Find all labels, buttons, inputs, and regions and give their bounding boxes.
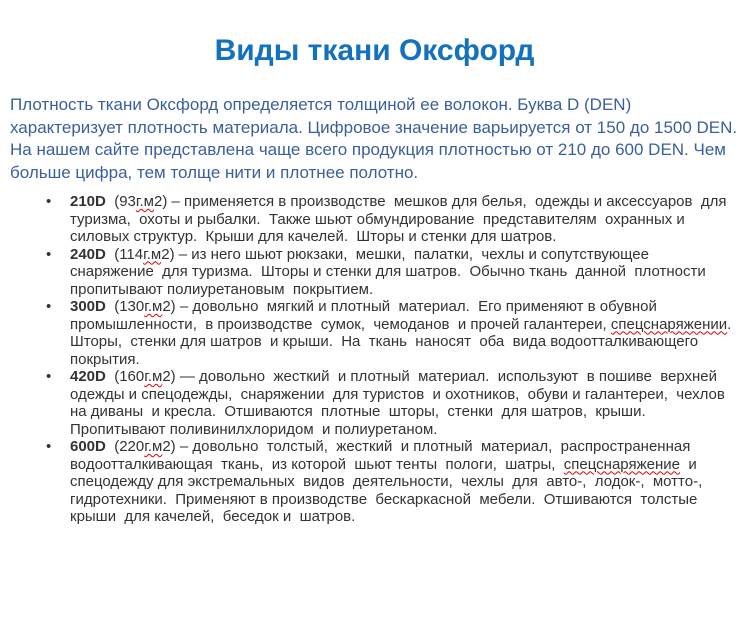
text-segment: и спецодежду для экстремальных видов деятельности, чехлы для авто-, лодок-, мотто-, гидротехники. Применяют в производстве бескаркасной мебели. Отшиваются толстые крыши для качелей, беседок и шатров. (70, 455, 711, 525)
list-item (70, 193, 737, 246)
text-segment: (114 (105, 245, 144, 263)
text-segment: (220 (105, 438, 145, 455)
spellcheck-underlined-word: г.м (144, 368, 163, 385)
text-segment: 2) – применяется в производстве мешков для белья, одежды и аксессуаров для туризма, охоты и рыбалки. Также шьют обмундирование представителям охранных и силовых структур. Крыши для качелей. Шторы и стенки для шатров. (70, 193, 731, 245)
density-code: 210D (70, 193, 106, 210)
text-segment: 2) – довольно толстый, жесткий и плотный материал, распространенная водоотталкивающая ткань, из которой шьют тенты пологи, шатры, (70, 438, 695, 473)
text-segment: 2) – из него шьют рюкзаки, мешки, палатки, чехлы и сопутствующее снаряжение для туризма. Шторы и стенки для шатров. Обычно ткань данной плотности пропитывают полиуретановым покрытием. (70, 245, 715, 298)
text-segment: 2) — довольно жесткий и плотный материал. используют в пошиве верхней одежды и спецодежды, снаряжении для туристов и охотников, обуви и галантереи, чехлов на диваны и кресла. Отшиваются плотные шторы, стенки для шатров, крыши. Пропитывают поливинилхлоридом и полиуретаном. (70, 368, 734, 438)
spellcheck-underlined-word: г.м (135, 193, 154, 210)
spellcheck-underlined-word: г.м (144, 438, 163, 455)
list-item (70, 298, 740, 368)
spellcheck-underlined-word: спецснаряжении (610, 315, 728, 333)
page-title: Виды ткани Оксфорд (214, 34, 535, 67)
list-item (70, 246, 737, 299)
density-code: 600D (70, 438, 106, 455)
text-segment: (93 (105, 193, 136, 210)
intro-paragraph: Плотность ткани Оксфорд определяется толщиной ее волокон. Буква D (DEN) характеризует плотность материала. Цифровое значение варьируется от 150 до 1500 DEN. На нашем сайте представлена чаще всего продукция плотностью от 210 до 600 DEN. Чем больше цифра, тем толще нити и плотнее полотно. (10, 95, 738, 182)
list-item (70, 368, 737, 438)
spellcheck-underlined-word: г.м (143, 245, 162, 263)
text-segment: 2) – довольно мягкий и плотный материал. Его применяют в обувной промышленности, в производстве сумок, чемоданов и прочей галантереи, (70, 298, 662, 333)
text-segment: . Шторы, стенки для шатров и крыши. На ткань наносят оба вида водоотталкивающего покрытия. (70, 315, 740, 368)
spellcheck-underlined-word: спецснаряжение (563, 455, 680, 473)
density-code: 420D (70, 368, 106, 385)
fabric-density-list (0, 193, 749, 526)
spellcheck-underlined-word: г.м (144, 298, 163, 315)
list-item (70, 438, 737, 526)
density-code: 300D (70, 298, 106, 315)
text-segment: (130 (105, 298, 145, 315)
text-segment: (160 (105, 368, 145, 385)
density-code: 240D (70, 245, 106, 263)
